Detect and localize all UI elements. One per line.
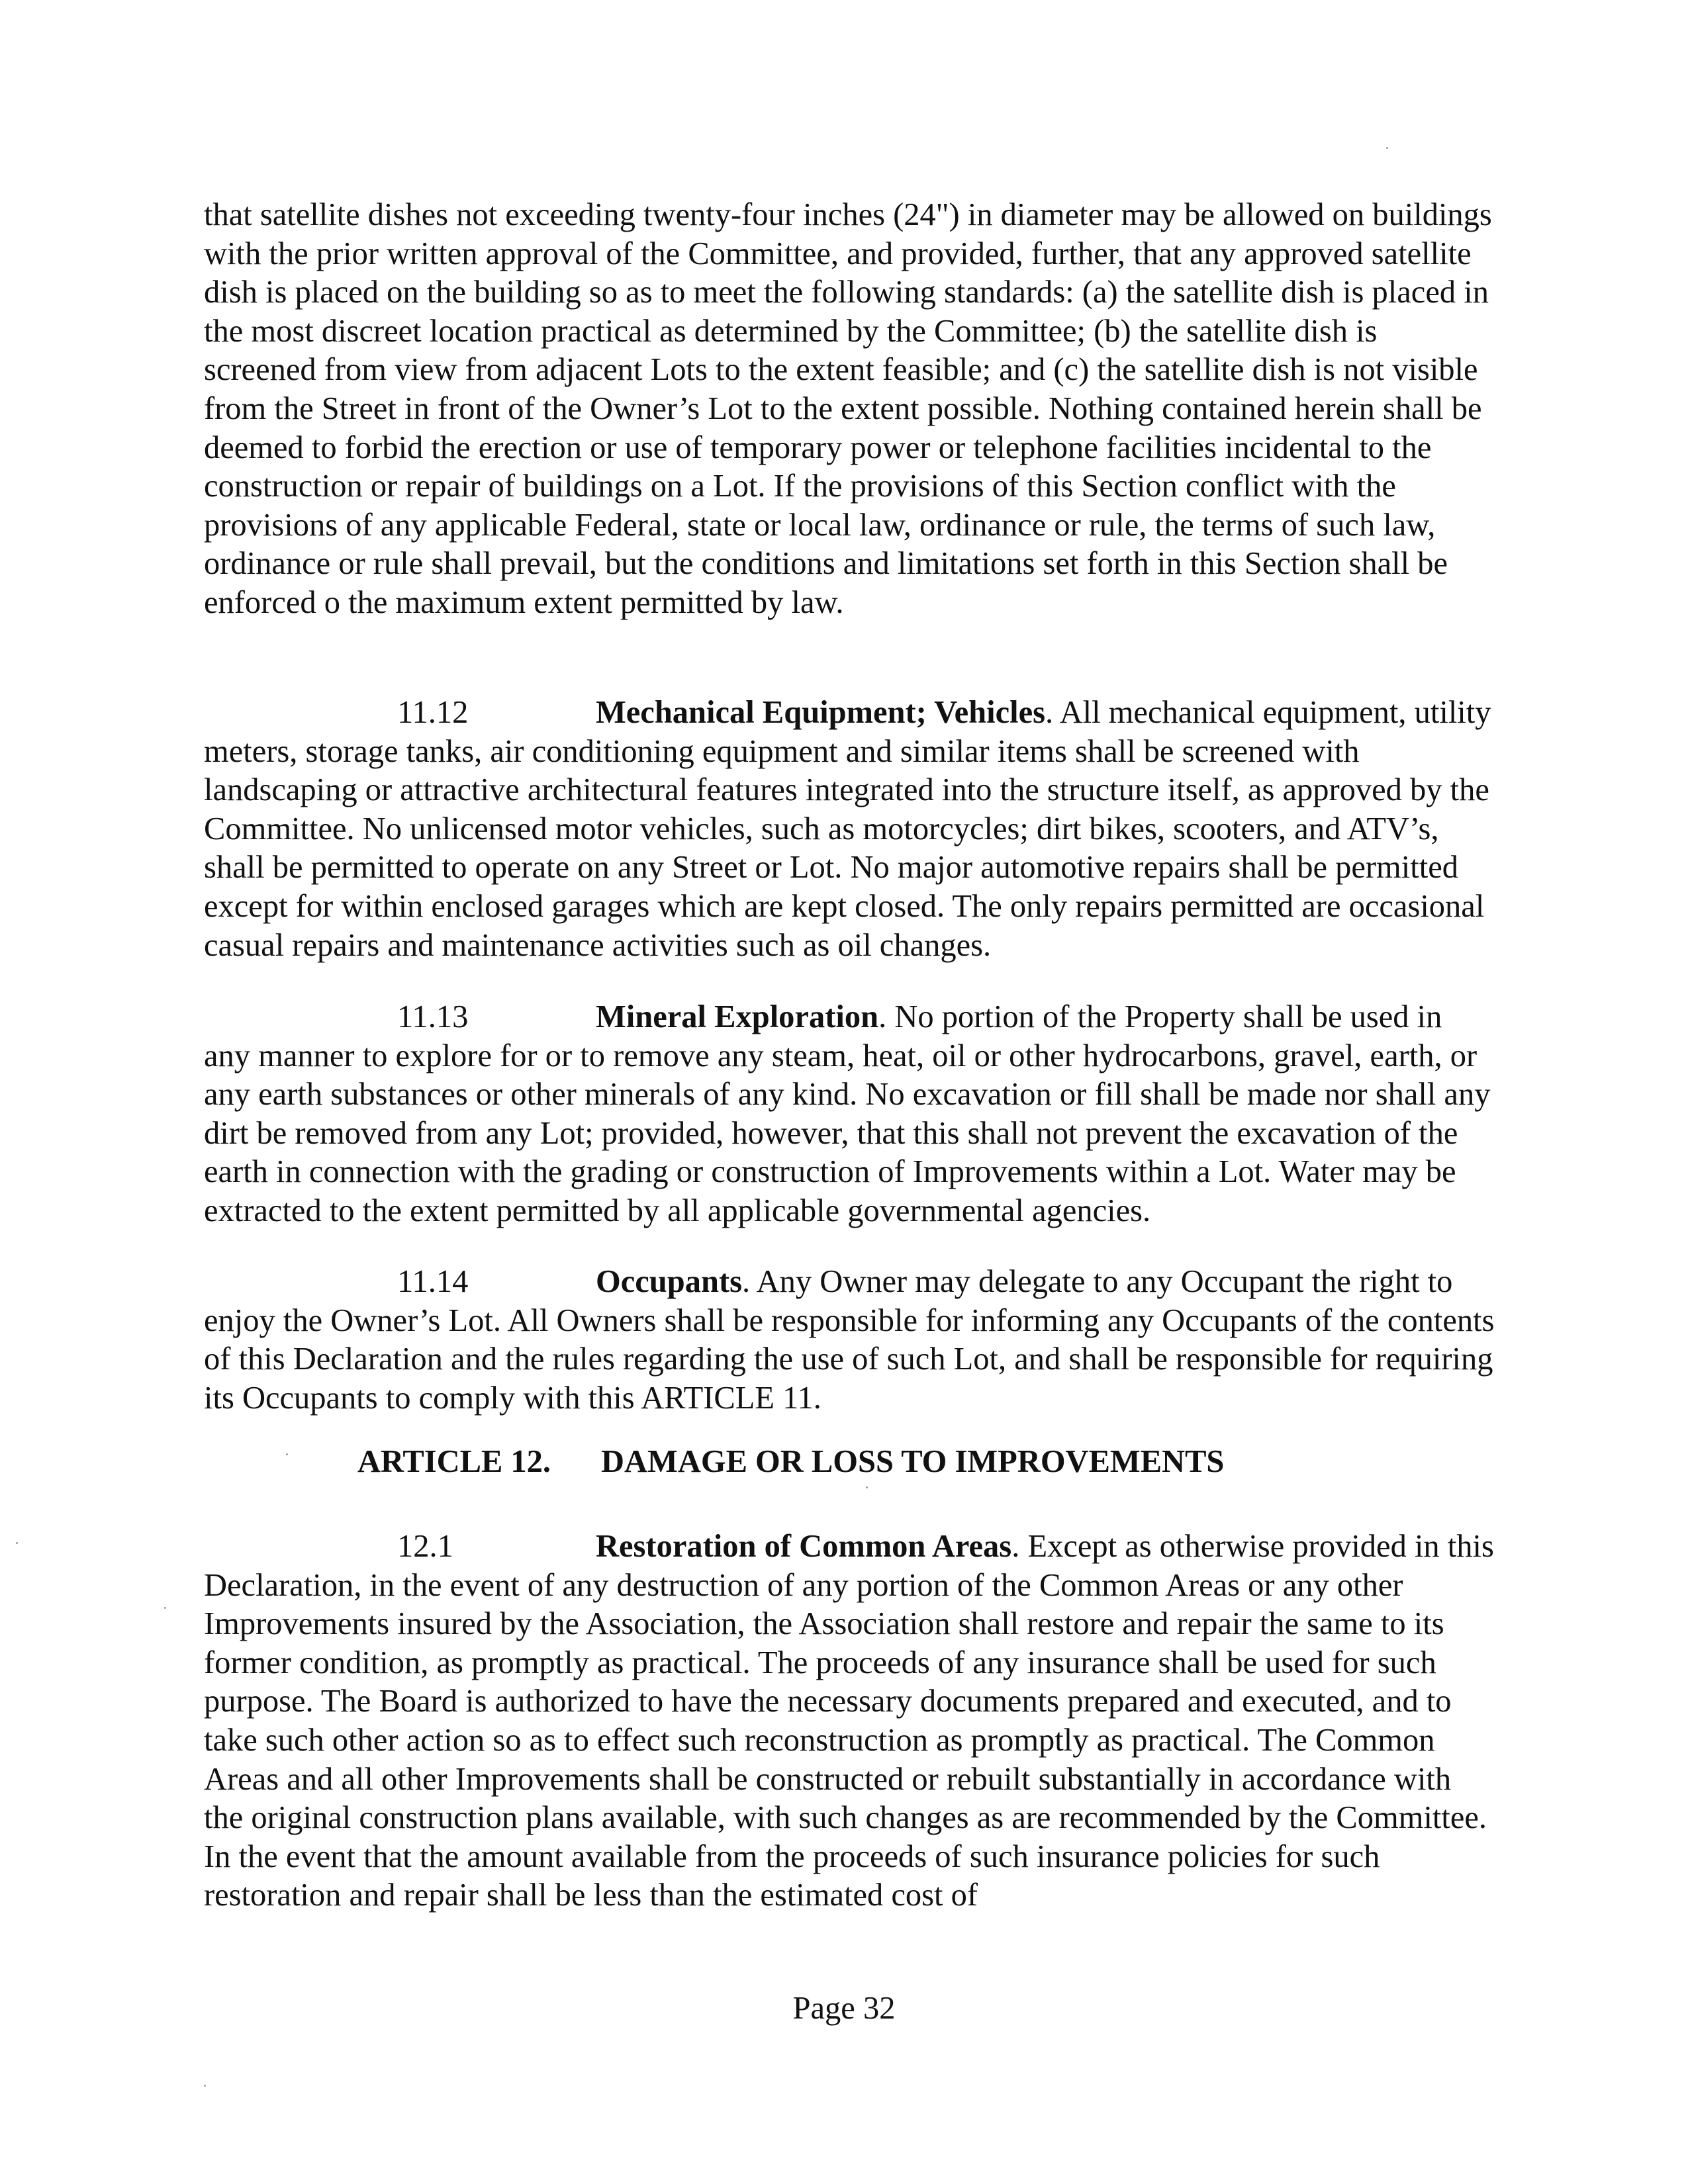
section-title: Mechanical Equipment; Vehicles bbox=[596, 695, 1046, 730]
article-number: ARTICLE 12. bbox=[357, 1444, 551, 1479]
section-11-13 bbox=[204, 998, 1495, 1231]
article-title: DAMAGE OR LOSS TO IMPROVEMENTS bbox=[601, 1444, 1225, 1479]
section-11-14 bbox=[204, 1263, 1495, 1418]
section-text: . Except as otherwise provided in this Declaration, in the event of any destruction of any portion of the Common Areas or any other Improvements insured by the Association, the Association shall restore and repair the same to its former condition, as promptly as practical. The proceeds of any insurance shall be used for such purpose. The Board is authorized to have the necessary documents prepared and executed, and to take such other action so as to effect such reconstruction as promptly as practical. The Common Areas and all other Improvements shall be constructed or rebuilt substantially in accordance with the original construction plans available, with such changes as are recommended by the Committee. In the event that the amount available from the proceeds of such insurance policies for such restoration and repair shall be less than the estimated cost of bbox=[204, 1529, 1494, 1913]
section-text: . All mechanical equipment, utility meters, storage tanks, air conditioning equipment and similar items shall be screened with landscaping or attractive architectural features integrated into the structure itself, as approved by the Committee. No unlicensed motor vehicles, such as motorcycles; dirt bikes, scooters, and ATV’s, shall be permitted to operate on any Street or Lot. No major automotive repairs shall be permitted except for within enclosed garages which are kept closed. The only repairs permitted are occasional casual repairs and maintenance activities such as oil changes. bbox=[204, 695, 1491, 963]
section-text: . No portion of the Property shall be used in any manner to explore for or to remove any steam, heat, oil or other hydrocarbons, gravel, earth, or any earth substances or other minerals of any kind. No excavation or fill shall be made nor shall any dirt be removed from any Lot; provided, however, that this shall not prevent the excavation of the earth in connection with the grading or construction of Improvements within a Lot. Water may be extracted to the extent permitted by all applicable governmental agencies. bbox=[204, 999, 1491, 1228]
continuation-paragraph: that satellite dishes not exceeding twenty-four inches (24") in diameter may be allowed on buildings with the prior written approval of the Committee, and provided, further, that any approved satellite dish is placed on the building so as to meet the following standards: (a) the satellite dish is placed in the most discreet location practical as determined by the Committee; (b) the satellite dish is screened from view from adjacent Lots to the extent feasible; and (c) the satellite dish is not visible from the Street in front of the Owner’s Lot to the extent possible. Nothing contained herein shall be deemed to forbid the erection or use of temporary power or telephone facilities incidental to the construction or repair of buildings on a Lot. If the provisions of this Section conflict with the provisions of any applicable Federal, state or local law, ordinance or rule, the terms of such law, ordinance or rule shall prevail, but the conditions and limitations set forth in this Section shall be enforced o the maximum extent permitted by law. bbox=[204, 197, 1492, 620]
section-number: 11.13 bbox=[397, 999, 469, 1034]
section-text: . Any Owner may delegate to any Occupant the right to enjoy the Owner’s Lot. All Owners shall be responsible for informing any Occupants of the contents of this Declaration and the rules regarding the use of such Lot, and shall be responsible for requiring its Occupants to comply with this ARTICLE 11. bbox=[204, 1264, 1495, 1416]
scan-speck bbox=[1386, 147, 1388, 149]
section-title: Mineral Exploration bbox=[596, 999, 879, 1034]
scan-speck bbox=[204, 2085, 206, 2087]
scan-speck bbox=[286, 1453, 288, 1455]
section-12-1 bbox=[204, 1527, 1495, 1915]
section-11-12 bbox=[204, 694, 1495, 965]
scan-speck bbox=[164, 1607, 166, 1609]
section-number: 12.1 bbox=[397, 1529, 453, 1564]
page-number: Page 32 bbox=[792, 1991, 896, 2026]
section-title: Restoration of Common Areas bbox=[596, 1529, 1012, 1564]
article-12-heading bbox=[357, 1443, 1224, 1482]
section-title: Occupants bbox=[596, 1264, 742, 1299]
section-number: 11.12 bbox=[397, 695, 469, 730]
section-number: 11.14 bbox=[397, 1264, 469, 1299]
scan-speck bbox=[16, 1542, 18, 1544]
scan-speck bbox=[866, 1486, 868, 1488]
